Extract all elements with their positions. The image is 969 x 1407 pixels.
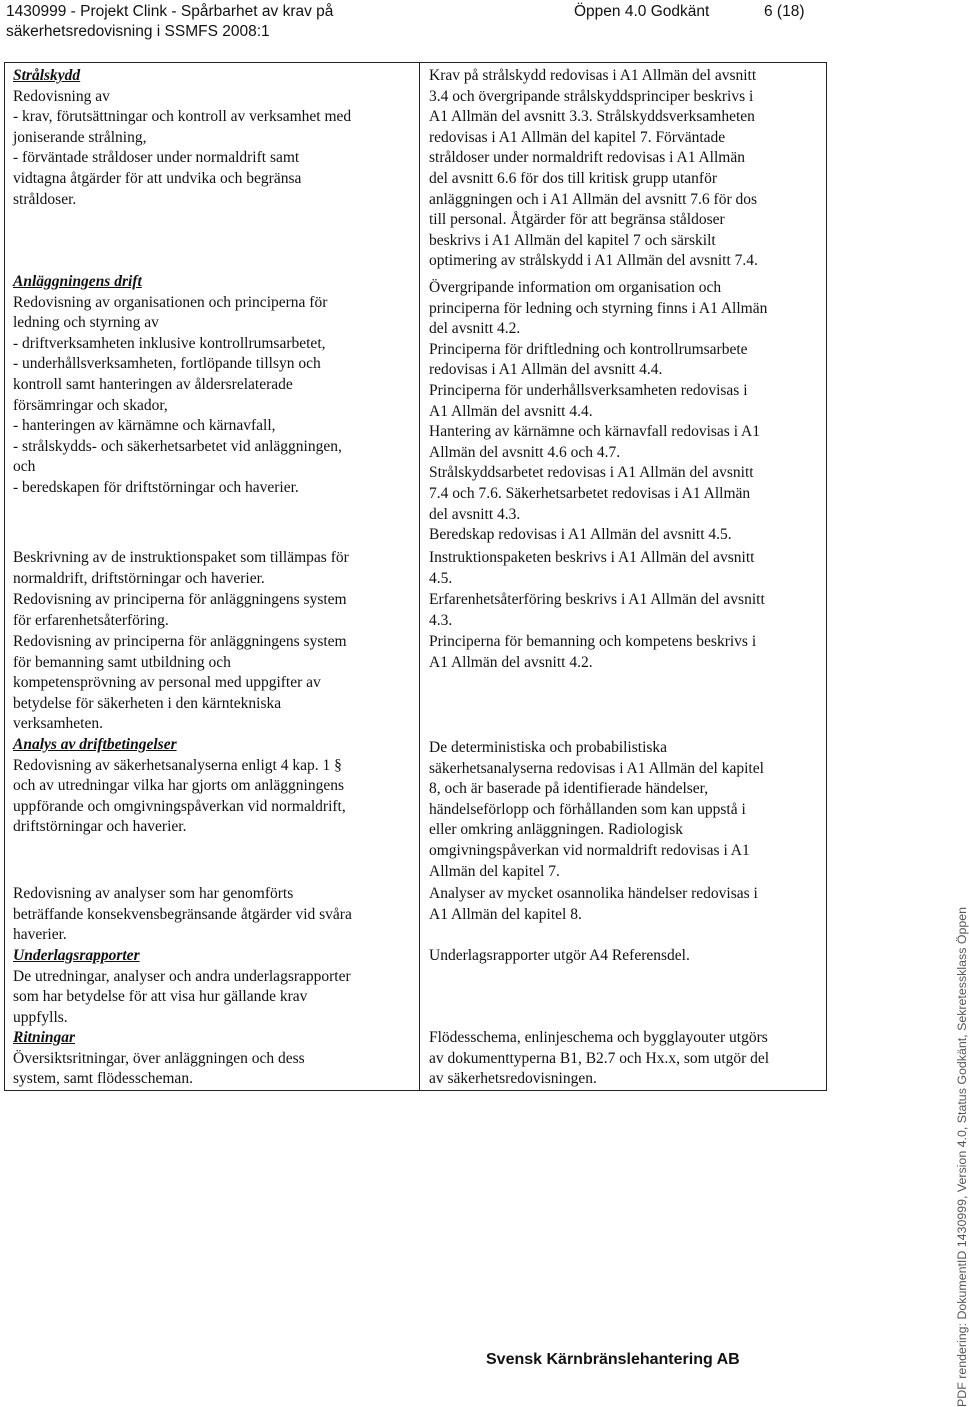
text-line: för bemanning samt utbildning och [13,653,231,671]
text-line: Översiktsritningar, över anläggningen och dess [13,1049,305,1067]
text-line: stråldoser. [13,190,77,208]
text-line: A1 Allmän del avsnitt 4.4. [429,402,593,420]
text-line: verksamheten. [13,715,103,733]
section-konsekvens-requirement [13,884,415,946]
requirements-table [4,62,827,1091]
section-drift-requirement [13,272,415,499]
text-line: till personal. Åtgärder för att begränsa ståldoser [429,211,725,229]
section-ritningar-answer [429,1028,825,1090]
text-line: Redovisning av organisationen och principerna för [13,293,328,311]
text-line: Krav på strålskydd redovisas i A1 Allmän del avsnitt [429,67,757,84]
section-drift-answer [429,278,825,546]
section-instruktion-requirement [13,548,415,589]
text-line: Redovisning av analyser som har genomförts [13,885,294,902]
text-line: uppfylls. [13,1008,68,1026]
document-title: 1430999 - Projekt Clink - Spårbarhet av krav på [6,3,334,20]
section-erfarenhet-requirement [13,590,415,631]
text-line: Övergripande information om organisation och [429,279,722,296]
section-straalskydd-requirement [13,66,415,210]
text-line: redovisas i A1 Allmän del avsnitt 4.4. [429,361,663,379]
text-line: betydelse för säkerheten i den kärntekniska [13,694,282,712]
text-line: Principerna för driftledning och kontrollrumsarbete [429,340,748,358]
text-line: del avsnitt 4.2. [429,320,521,338]
text-line: joniserande strålning, [13,128,147,146]
section-heading: Underlagsrapporter [13,947,140,964]
text-line: Allmän del avsnitt 4.6 och 4.7. [429,443,621,461]
text-line: - hanteringen av kärnämne och kärnavfall, [13,417,276,435]
section-underlag-answer [429,946,825,967]
text-line: - beredskapen för driftstörningar och haverier. [13,478,299,496]
text-line: - driftverksamheten inklusive kontrollrumsarbetet, [13,334,326,352]
text-line: del avsnitt 4.3. [429,505,521,523]
text-line: säkerhetsanalyserna redovisas i A1 Allmän del kapitel [429,759,764,777]
page-header [6,2,826,44]
section-konsekvens-answer [429,884,825,925]
text-line: De utredningar, analyser och andra underlagsrapporter [13,967,351,985]
text-line: och av utredningar vilka har gjorts om anläggningens [13,777,345,795]
text-line: optimering av strålskydd i A1 Allmän del avsnitt 7.4. [429,252,758,270]
text-line: del avsnitt 6.6 för dos till kritisk grupp utanför [429,169,718,187]
text-line: anläggningen och i A1 Allmän del avsnitt 7.6 för dos [429,190,758,208]
text-line: Underlagsrapporter utgör A4 Referensdel. [429,947,690,964]
text-line: normaldrift, driftstörningar och haverier. [13,569,265,587]
section-erfarenhet-answer [429,590,825,631]
text-line: Principerna för underhållsverksamheten redovisas i [429,381,748,399]
text-line: Allmän del kapitel 7. [429,862,560,880]
text-line: 8, och är baserade på identifierade händelser, [429,780,709,798]
pdf-rendering-note: PDF rendering: DokumentID 1430999, Version 4.0, Status Godkänt, Sekretessklass Öppen [955,906,969,1407]
footer-company: Svensk Kärnbränslehantering AB [486,1351,740,1368]
text-line: 4.3. [429,611,453,629]
text-line: beträffande konsekvensbegränsande åtgärder vid svåra [13,905,352,923]
text-line: Instruktionspaketen beskrivs i A1 Allmän del avsnitt [429,549,755,566]
section-straalskydd-answer [429,66,825,272]
text-line: Beredskap redovisas i A1 Allmän del avsnitt 4.5. [429,526,732,544]
text-line: ledning och styrning av [13,314,159,332]
column-divider [419,63,420,1090]
text-line: beskrivs i A1 Allmän del kapitel 7 och särskilt [429,231,716,249]
section-heading: Ritningar [13,1029,76,1046]
section-heading: Strålskydd [13,67,81,84]
text-line: system, samt flödesscheman. [13,1070,193,1088]
document-subtitle: säkerhetsredovisning i SSMFS 2008:1 [6,23,270,40]
text-line: som har betydelse för att visa hur gällande krav [13,988,308,1006]
document-status: Öppen 4.0 Godkänt [574,3,710,20]
text-line: vidtagna åtgärder för att undvika och begränsa [13,169,302,187]
text-line: A1 Allmän del kapitel 8. [429,905,582,923]
text-line: A1 Allmän del avsnitt 4.2. [429,653,593,671]
text-line: Redovisning av [13,87,110,105]
text-line: 7.4 och 7.6. Säkerhetsarbetet redovisas i A1 Allmän [429,484,751,502]
text-line: - strålskydds- och säkerhetsarbetet vid anläggningen, [13,437,342,455]
text-line: De deterministiska och probabilistiska [429,739,668,756]
text-line: A1 Allmän del avsnitt 3.3. Strålskyddsverksamheten [429,108,755,126]
text-line: Redovisning av principerna för anläggningens system [13,591,347,608]
text-line: stråldoser under normaldrift redovisas i A1 Allmän [429,149,745,167]
section-bemanning-answer [429,632,825,673]
text-line: Beskrivning av de instruktionspaket som tillämpas för [13,549,349,566]
section-heading: Anläggningens drift [13,273,142,290]
text-line: eller omkring anläggningen. Radiologisk [429,821,683,839]
text-line: Redovisning av säkerhetsanalyserna enligt 4 kap. 1 § [13,756,342,774]
text-line: kompetensprövning av personal med uppgifter av [13,674,321,692]
text-line: Strålskyddsarbetet redovisas i A1 Allmän del avsnitt [429,464,754,482]
text-line: - krav, förutsättningar och kontroll av verksamhet med [13,108,352,126]
section-ritningar-requirement [13,1028,415,1090]
section-analys-answer [429,738,825,882]
text-line: Flödesschema, enlinjeschema och bygglayouter utgörs [429,1029,768,1046]
text-line: Hantering av kärnämne och kärnavfall redovisas i A1 [429,423,760,441]
text-line: uppförande och omgivningspåverkan vid normaldrift, [13,797,346,815]
text-line: driftstörningar och haverier. [13,818,187,836]
text-line: kontroll samt hanteringen av åldersrelaterade [13,375,293,393]
text-line: - underhållsverksamheten, fortlöpande tillsyn och [13,355,321,373]
text-line: 3.4 och övergripande strålskyddsprinciper beskrivs i [429,87,754,105]
section-bemanning-requirement [13,632,415,735]
text-line: Principerna för bemanning och kompetens beskrivs i [429,633,757,650]
text-line: Redovisning av principerna för anläggningens system [13,633,347,650]
section-instruktion-answer [429,548,825,589]
text-line: omgivningspåverkan vid normaldrift redovisas i A1 [429,841,750,859]
text-line: - förväntade stråldoser under normaldrift samt [13,149,300,167]
section-heading: Analys av driftbetingelser [13,736,177,753]
text-line: för erfarenhetsåterföring. [13,611,169,629]
text-line: försämringar och skador, [13,396,168,414]
section-underlag-requirement [13,946,415,1028]
text-line: av säkerhetsredovisningen. [429,1070,597,1088]
text-line: 4.5. [429,569,453,587]
text-line: Analyser av mycket osannolika händelser redovisas i [429,885,758,902]
text-line: händelseförlopp och förhållanden som kan uppstå i [429,800,746,818]
text-line: haverier. [13,926,67,944]
page-number: 6 (18) [764,3,805,20]
text-line: och [13,458,36,476]
text-line: principerna för ledning och styrning finns i A1 Allmän [429,299,768,317]
text-line: av dokumenttyperna B1, B2.7 och Hx.x, som utgör del [429,1049,770,1067]
text-line: redovisas i A1 Allmän del kapitel 7. Förväntade [429,128,726,146]
section-analys-requirement [13,735,415,838]
text-line: Erfarenhetsåterföring beskrivs i A1 Allmän del avsnitt [429,591,765,608]
